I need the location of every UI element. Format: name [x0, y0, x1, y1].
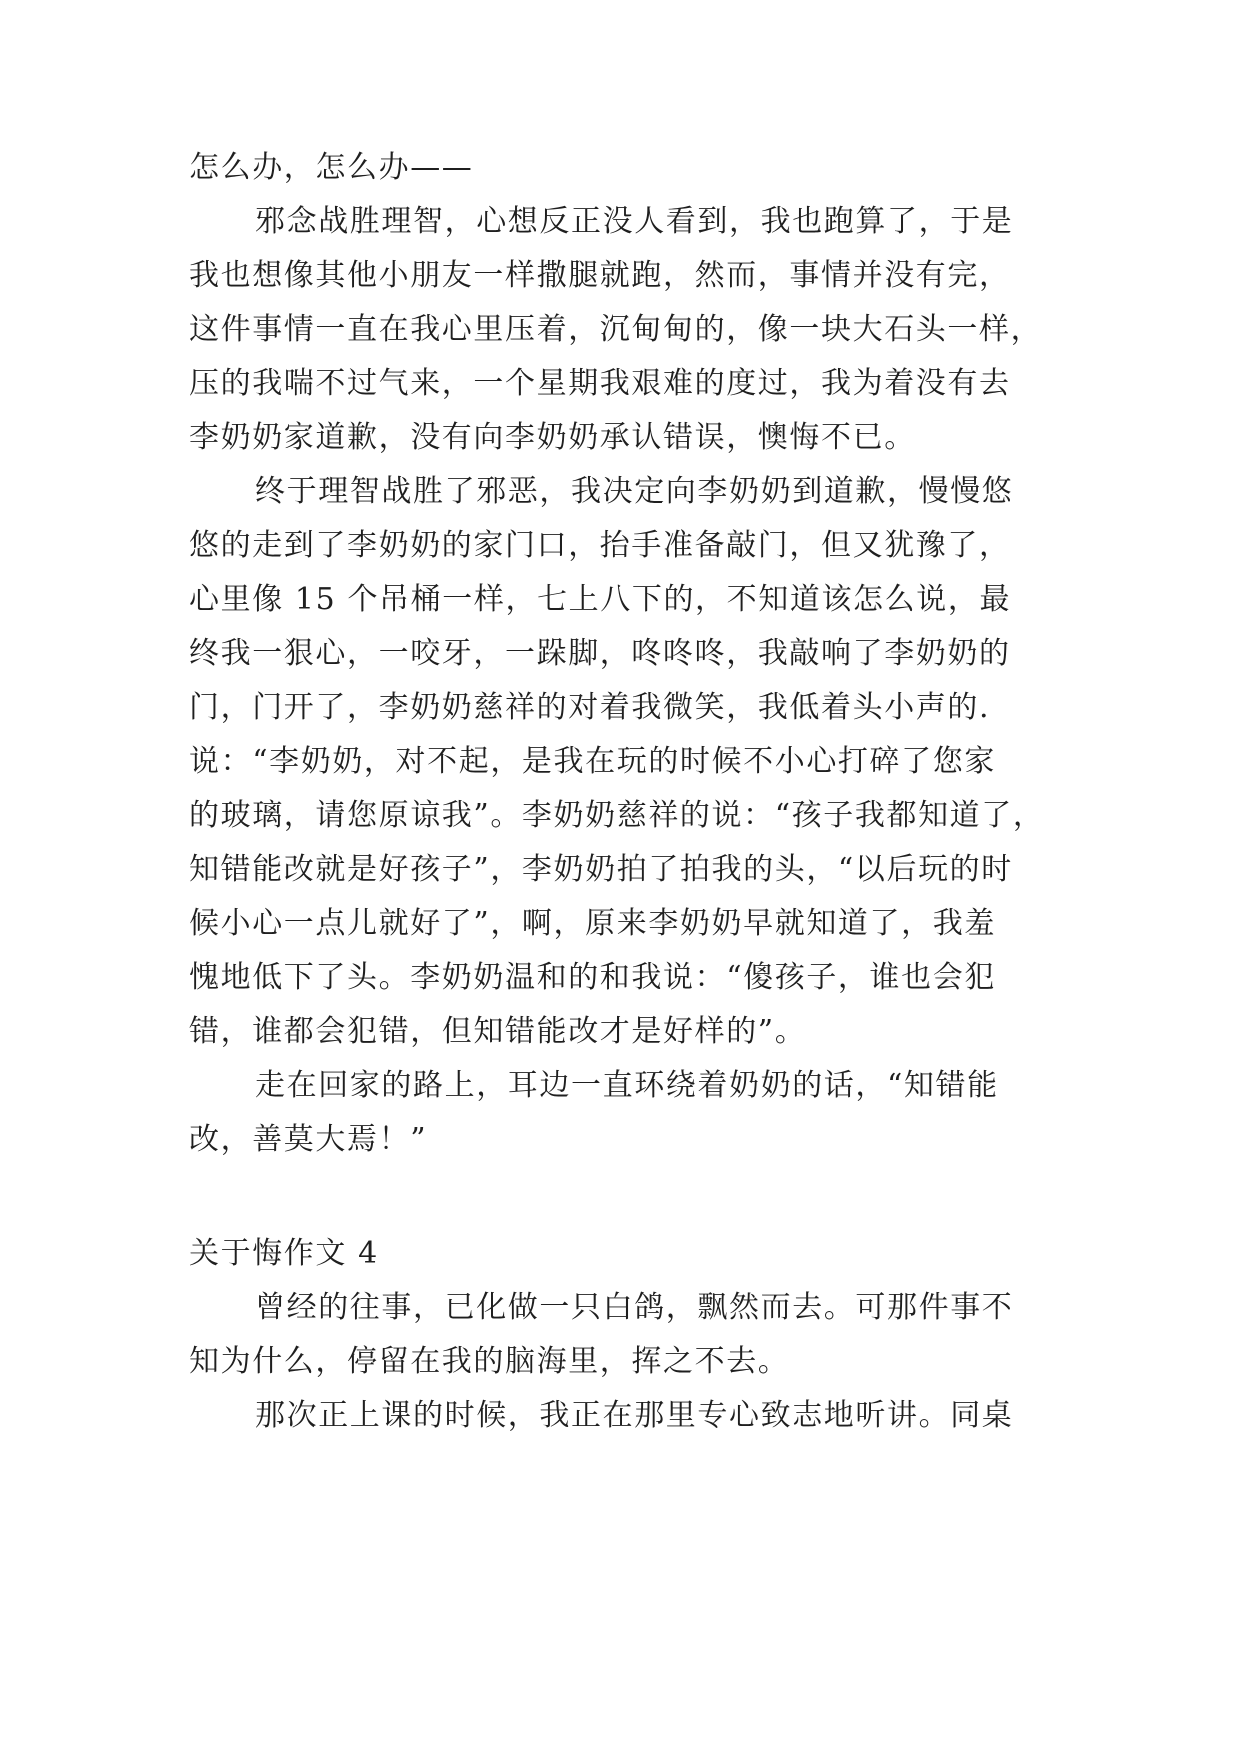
- text-line: 门，门开了，李奶奶慈祥的对着我微笑，我低着头小声的.: [189, 690, 991, 725]
- text-line: 的玻璃，请您原谅我”。李奶奶慈祥的说：“孩子我都知道了，: [189, 798, 1045, 833]
- paragraph-start-line: 走在回家的路上，耳边一直环绕着奶奶的话，“知错能: [255, 1068, 999, 1103]
- section-heading: 关于悔作文 4: [189, 1236, 379, 1271]
- text-line: 怎么办，怎么办——: [189, 150, 474, 185]
- text-line: 李奶奶家道歉，没有向李奶奶承认错误，懊悔不已。: [189, 420, 916, 455]
- text-line: 候小心一点儿就好了”，啊，原来李奶奶早就知道了，我羞: [189, 906, 996, 941]
- text-line: 说：“李奶奶，对不起，是我在玩的时候不小心打碎了您家: [189, 744, 996, 779]
- text-line: 心里像 15 个吊桶一样，七上八下的，不知道该怎么说，最: [189, 582, 1012, 617]
- text-line: 错，谁都会犯错，但知错能改才是好样的”。: [189, 1014, 807, 1049]
- text-line: 愧地低下了头。李奶奶温和的和我说：“傻孩子，谁也会犯: [189, 960, 996, 995]
- paragraph-start-line: 终于理智战胜了邪恶，我决定向李奶奶到道歉，慢慢悠: [255, 474, 1014, 509]
- text-line: 这件事情一直在我心里压着，沉甸甸的，像一块大石头一样，: [189, 312, 1043, 347]
- paragraph-start-line: 那次正上课的时候，我正在那里专心致志地听讲。同桌: [255, 1398, 1014, 1433]
- text-line: 知为什么，停留在我的脑海里，挥之不去。: [189, 1344, 790, 1379]
- text-line: 压的我喘不过气来，一个星期我艰难的度过，我为着没有去: [189, 366, 1011, 401]
- paragraph-start-line: 曾经的往事，已化做一只白鸽，飘然而去。可那件事不: [255, 1290, 1014, 1325]
- text-line: 我也想像其他小朋友一样撒腿就跑，然而，事情并没有完，: [189, 258, 1011, 293]
- text-line: 终我一狠心，一咬牙，一跺脚，咚咚咚，我敲响了李奶奶的: [189, 636, 1011, 671]
- text-line: 改，善莫大焉！”: [189, 1122, 428, 1157]
- paragraph-start-line: 邪念战胜理智，心想反正没人看到，我也跑算了，于是: [255, 204, 1014, 239]
- text-line: 悠的走到了李奶奶的家门口，抬手准备敲门，但又犹豫了，: [189, 528, 1011, 563]
- text-line: 知错能改就是好孩子”，李奶奶拍了拍我的头，“以后玩的时: [189, 852, 1013, 887]
